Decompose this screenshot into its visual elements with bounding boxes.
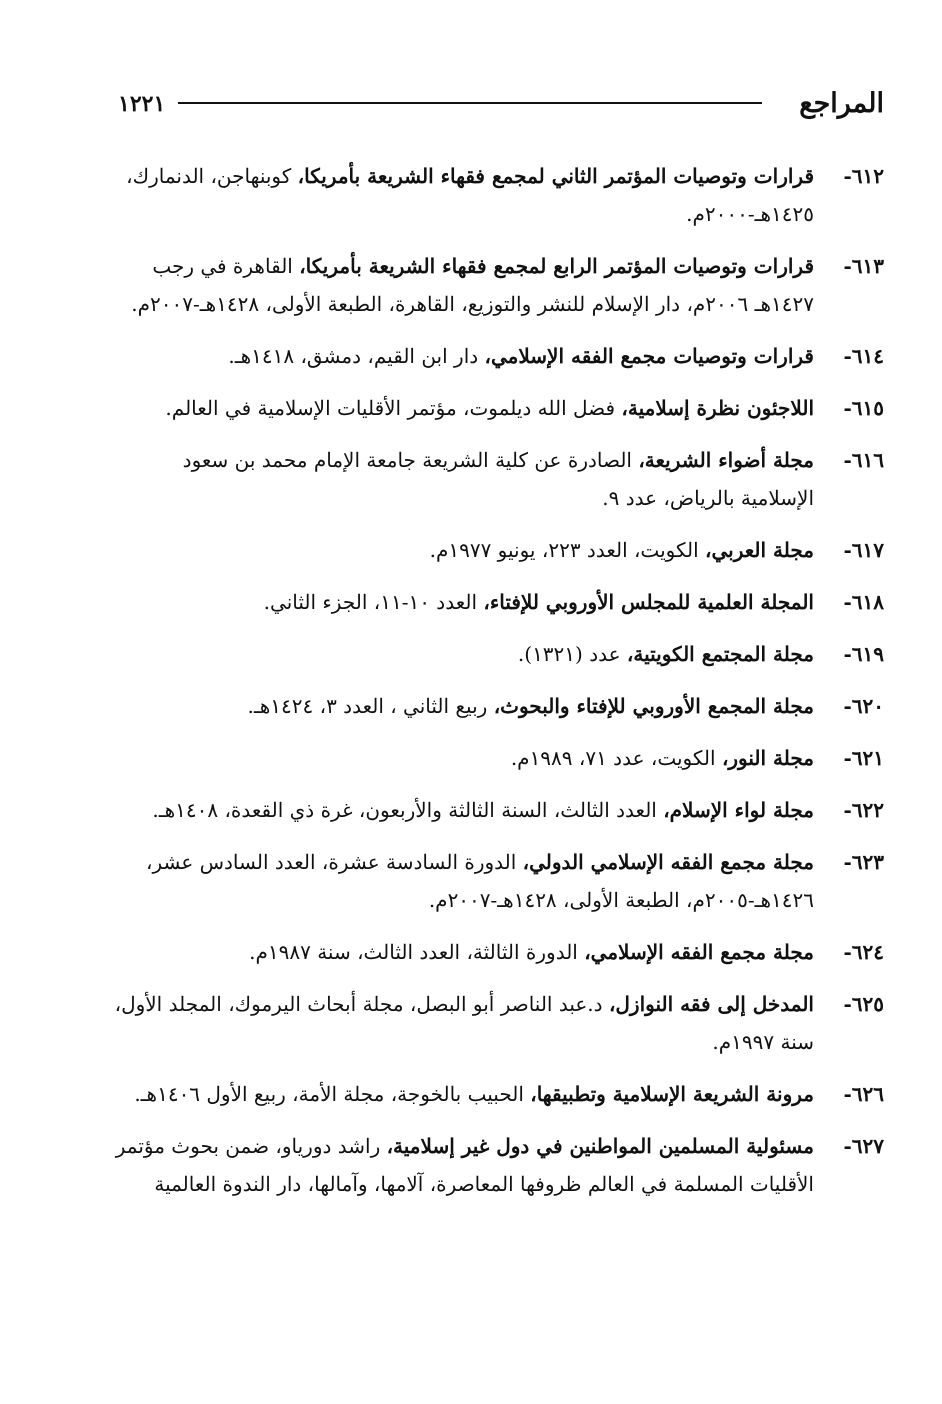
reference-title: مجلة المجتمع الكويتية، xyxy=(626,642,814,666)
reference-number: ٦١٩- xyxy=(843,642,884,666)
reference-details: الحبيب بالخوجة، مجلة الأمة، ربيع الأول ١٤٠٦هـ. xyxy=(134,1082,531,1106)
reference-details: الدورة الثالثة، العدد الثالث، سنة ١٩٨٧م. xyxy=(249,940,585,964)
page-header xyxy=(118,84,884,124)
reference-title: مجلة لواء الإسلام، xyxy=(663,798,814,822)
page-number: ١٢٢١ xyxy=(118,91,166,117)
reference-number: ٦٢٣- xyxy=(843,850,884,874)
reference-details: الصادرة عن كلية الشريعة جامعة الإمام محمد بن سعود الإسلامية بالرياض، عدد ٩. xyxy=(182,448,814,510)
reference-title: قرارات وتوصيات المؤتمر الثاني لمجمع فقهاء الشريعة بأمريكا، xyxy=(297,164,814,188)
reference-number: ٦٢٧- xyxy=(843,1134,884,1158)
reference-title: مجلة مجمع الفقه الإسلامي، xyxy=(584,940,814,964)
reference-item xyxy=(104,434,884,524)
reference-details: دار ابن القيم، دمشق، ١٤١٨هـ. xyxy=(228,344,485,368)
reference-item xyxy=(104,330,884,382)
reference-details: الكويت، عدد ٧١، ١٩٨٩م. xyxy=(510,746,722,770)
reference-number: ٦١٦- xyxy=(843,448,884,472)
reference-number: ٦١٣- xyxy=(843,254,884,278)
reference-number: ٦١٨- xyxy=(843,590,884,614)
reference-number: ٦١٧- xyxy=(843,538,884,562)
reference-details: عدد (١٣٢١). xyxy=(517,642,627,666)
references-list xyxy=(104,150,884,1210)
reference-details: ربيع الثاني ، العدد ٣، ١٤٢٤هـ. xyxy=(247,694,494,718)
reference-item xyxy=(104,576,884,628)
header-rule xyxy=(178,102,762,104)
reference-number: ٦٢٦- xyxy=(843,1082,884,1106)
reference-number: ٦٢٠- xyxy=(843,694,884,718)
reference-item xyxy=(104,680,884,732)
reference-title: مجلة مجمع الفقه الإسلامي الدولي، xyxy=(522,850,814,874)
reference-details: الدورة السادسة عشرة، العدد السادس عشر، ١٤٢٦هـ-٢٠٠٥م، الطبعة الأولى، ١٤٢٨هـ-٢٠٠٧م. xyxy=(145,850,814,912)
reference-item xyxy=(104,784,884,836)
reference-details: د.عبد الناصر أبو البصل، مجلة أبحاث اليرموك، المجلد الأول، سنة ١٩٩٧م. xyxy=(114,992,814,1054)
reference-title: مجلة أضواء الشريعة، xyxy=(638,448,814,472)
reference-item xyxy=(104,732,884,784)
reference-title: اللاجئون نظرة إسلامية، xyxy=(621,396,814,420)
reference-item xyxy=(104,150,884,240)
reference-title: المدخل إلى فقه النوازل، xyxy=(608,992,814,1016)
reference-item xyxy=(104,240,884,330)
reference-number: ٦١٤- xyxy=(843,344,884,368)
reference-number: ٦٢١- xyxy=(843,746,884,770)
reference-item xyxy=(104,978,884,1068)
reference-details: فضل الله ديلموت، مؤتمر الأقليات الإسلامية في العالم. xyxy=(165,396,622,420)
page-title: المراجع xyxy=(799,88,884,119)
reference-item xyxy=(104,382,884,434)
reference-details: القاهرة في رجب ١٤٢٧هـ ٢٠٠٦م، دار الإسلام للنشر والتوزيع، القاهرة، الطبعة الأولى، ١٤٢٨هـ-٢٠٠٧م. xyxy=(131,254,814,316)
reference-number: ٦٢٥- xyxy=(843,992,884,1016)
reference-title: مسئولية المسلمين المواطنين في دول غير إسلامية، xyxy=(386,1134,814,1158)
reference-item xyxy=(104,524,884,576)
reference-title: مجلة المجمع الأوروبي للإفتاء والبحوث، xyxy=(493,694,814,718)
reference-number: ٦٢٤- xyxy=(843,940,884,964)
reference-item xyxy=(104,1068,884,1120)
reference-number: ٦١٥- xyxy=(843,396,884,420)
reference-title: قرارات وتوصيات المؤتمر الرابع لمجمع فقهاء الشريعة بأمريكا، xyxy=(299,254,814,278)
reference-title: قرارات وتوصيات مجمع الفقه الإسلامي، xyxy=(484,344,814,368)
reference-item xyxy=(104,836,884,926)
reference-details: العدد الثالث، السنة الثالثة والأربعون، غرة ذي القعدة، ١٤٠٨هـ. xyxy=(152,798,664,822)
reference-details: كوبنهاجن، الدنمارك، ١٤٢٥هـ-٢٠٠٠م. xyxy=(126,164,814,226)
reference-details: راشد دورياو، ضمن بحوث مؤتمر الأقليات المسلمة في العالم ظروفها المعاصرة، آلامها، وآمالها، دار الندوة العالمية xyxy=(115,1134,814,1196)
reference-details: العدد ١٠-١١، الجزء الثاني. xyxy=(263,590,484,614)
reference-title: مرونة الشريعة الإسلامية وتطبيقها، xyxy=(530,1082,814,1106)
reference-item xyxy=(104,628,884,680)
reference-item xyxy=(104,926,884,978)
reference-number: ٦٢٢- xyxy=(843,798,884,822)
reference-details: الكويت، العدد ٢٢٣، يونيو ١٩٧٧م. xyxy=(429,538,706,562)
reference-item xyxy=(104,1120,884,1210)
reference-number: ٦١٢- xyxy=(843,164,884,188)
reference-title: المجلة العلمية للمجلس الأوروبي للإفتاء، xyxy=(483,590,814,614)
reference-title: مجلة النور، xyxy=(721,746,814,770)
reference-title: مجلة العربي، xyxy=(705,538,814,562)
